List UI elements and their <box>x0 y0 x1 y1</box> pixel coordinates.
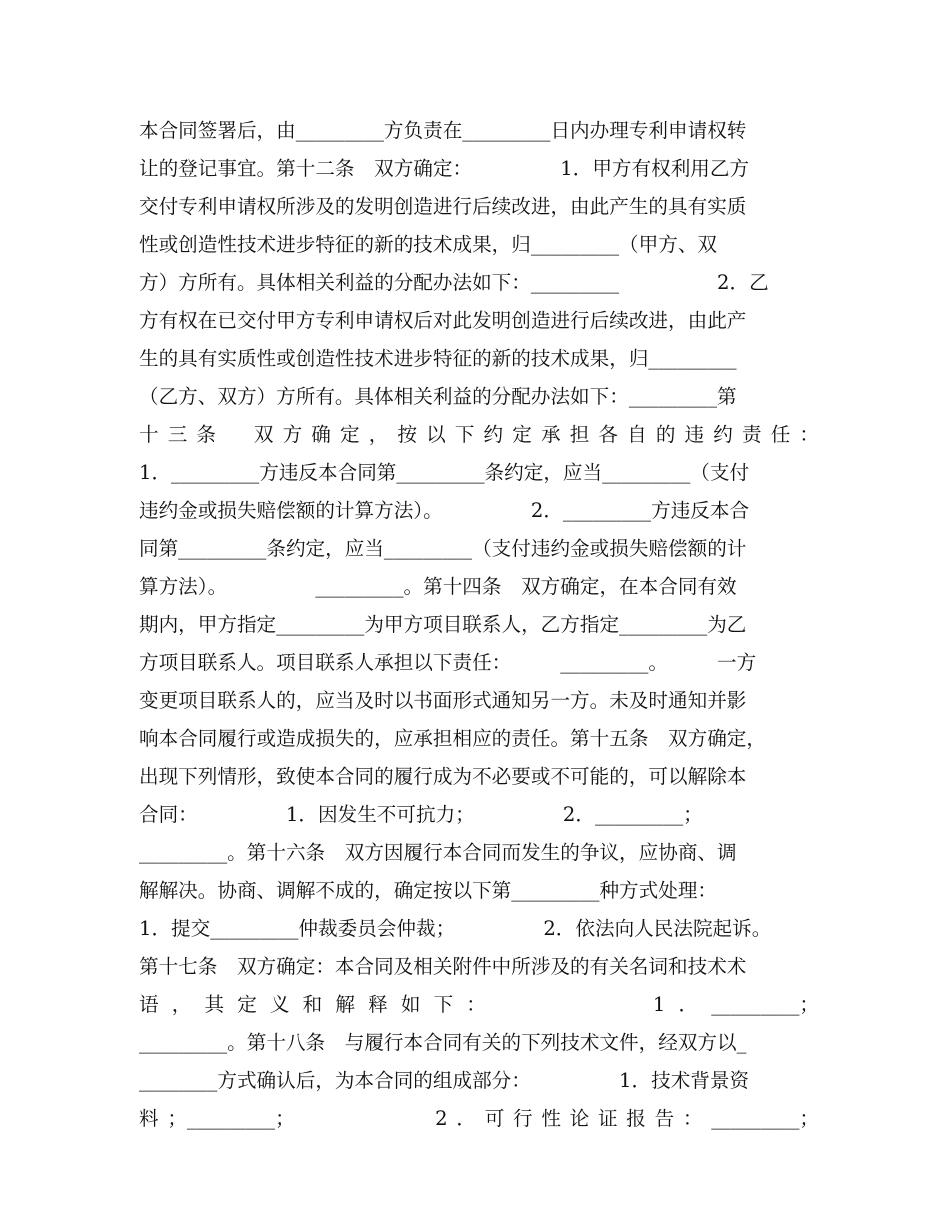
text-line: 方）方所有。具体相关利益的分配办法如下：_________ 2．乙 <box>139 271 769 294</box>
text-line: 交付专利申请权所涉及的发明创造进行后续改进，由此产生的具有实质 <box>139 195 747 218</box>
contract-body <box>139 112 819 1138</box>
text-line: 性或创造性技术进步特征的新的技术成果，归_________（甲方、双 <box>139 233 718 256</box>
text-line: 合同： 1．因发生不可抗力； 2．_________； <box>139 803 703 826</box>
text-line: 语，其定义和解释如下： 1．_________； <box>139 993 819 1016</box>
text-line: 违约金或损失赔偿额的计算方法）。 2．_________方违反本合 <box>139 499 750 522</box>
text-line: 算方法）。 _________。第十四条 双方确定，在本合同有效 <box>139 575 737 598</box>
text-line: 1．_________方违反本合同第_________条约定，应当_________（支付 <box>139 461 750 484</box>
text-line: 出现下列情形，致使本合同的履行成为不必要或不可能的，可以解除本 <box>139 765 747 788</box>
text-line: 变更项目联系人的，应当及时以书面形式通知另一方。未及时通知并影 <box>139 689 747 712</box>
text-line: 解解决。协商、调解不成的，确定按以下第_________种方式处理： <box>139 879 718 902</box>
text-line: 料；_________； 2．可行性论证报告：_________； <box>139 1107 819 1130</box>
text-line: ________方式确认后，为本合同的组成部分： 1．技术背景资 <box>139 1069 750 1092</box>
text-line: _________。第十八条 与履行本合同有关的下列技术文件，经双方以_ <box>139 1031 747 1054</box>
text-line: 响本合同履行或造成损失的，应承担相应的责任。第十五条 双方确定， <box>139 727 766 750</box>
text-line: （乙方、双方）方所有。具体相关利益的分配办法如下：_________第 <box>139 385 737 408</box>
text-line: 十三条 双方确定，按以下约定承担各自的违约责任： <box>139 423 819 446</box>
text-line: _________。第十六条 双方因履行本合同而发生的争议，应协商、调 <box>139 841 737 864</box>
text-line: 同第_________条约定，应当_________（支付违约金或损失赔偿额的计 <box>139 537 747 560</box>
text-line: 生的具有实质性或创造性技术进步特征的新的技术成果，归_________ <box>139 347 737 370</box>
text-line: 期内，甲方指定_________为甲方项目联系人，乙方指定_________为乙 <box>139 613 747 636</box>
text-line: 1．提交_________仲裁委员会仲裁； 2．依法向人民法院起诉。 <box>139 917 772 940</box>
text-line: 方有权在已交付甲方专利申请权后对此发明创造进行后续改进，由此产 <box>139 309 747 332</box>
text-line: 让的登记事宜。第十二条 双方确定： 1．甲方有权利用乙方 <box>139 157 750 180</box>
text-line: 方项目联系人。项目联系人承担以下责任： _________。 一方 <box>139 651 757 674</box>
text-line: 本合同签署后，由_________方负责在_________日内办理专利申请权转 <box>139 119 747 142</box>
text-line: 第十七条 双方确定：本合同及相关附件中所涉及的有关名词和技术术 <box>139 955 747 978</box>
